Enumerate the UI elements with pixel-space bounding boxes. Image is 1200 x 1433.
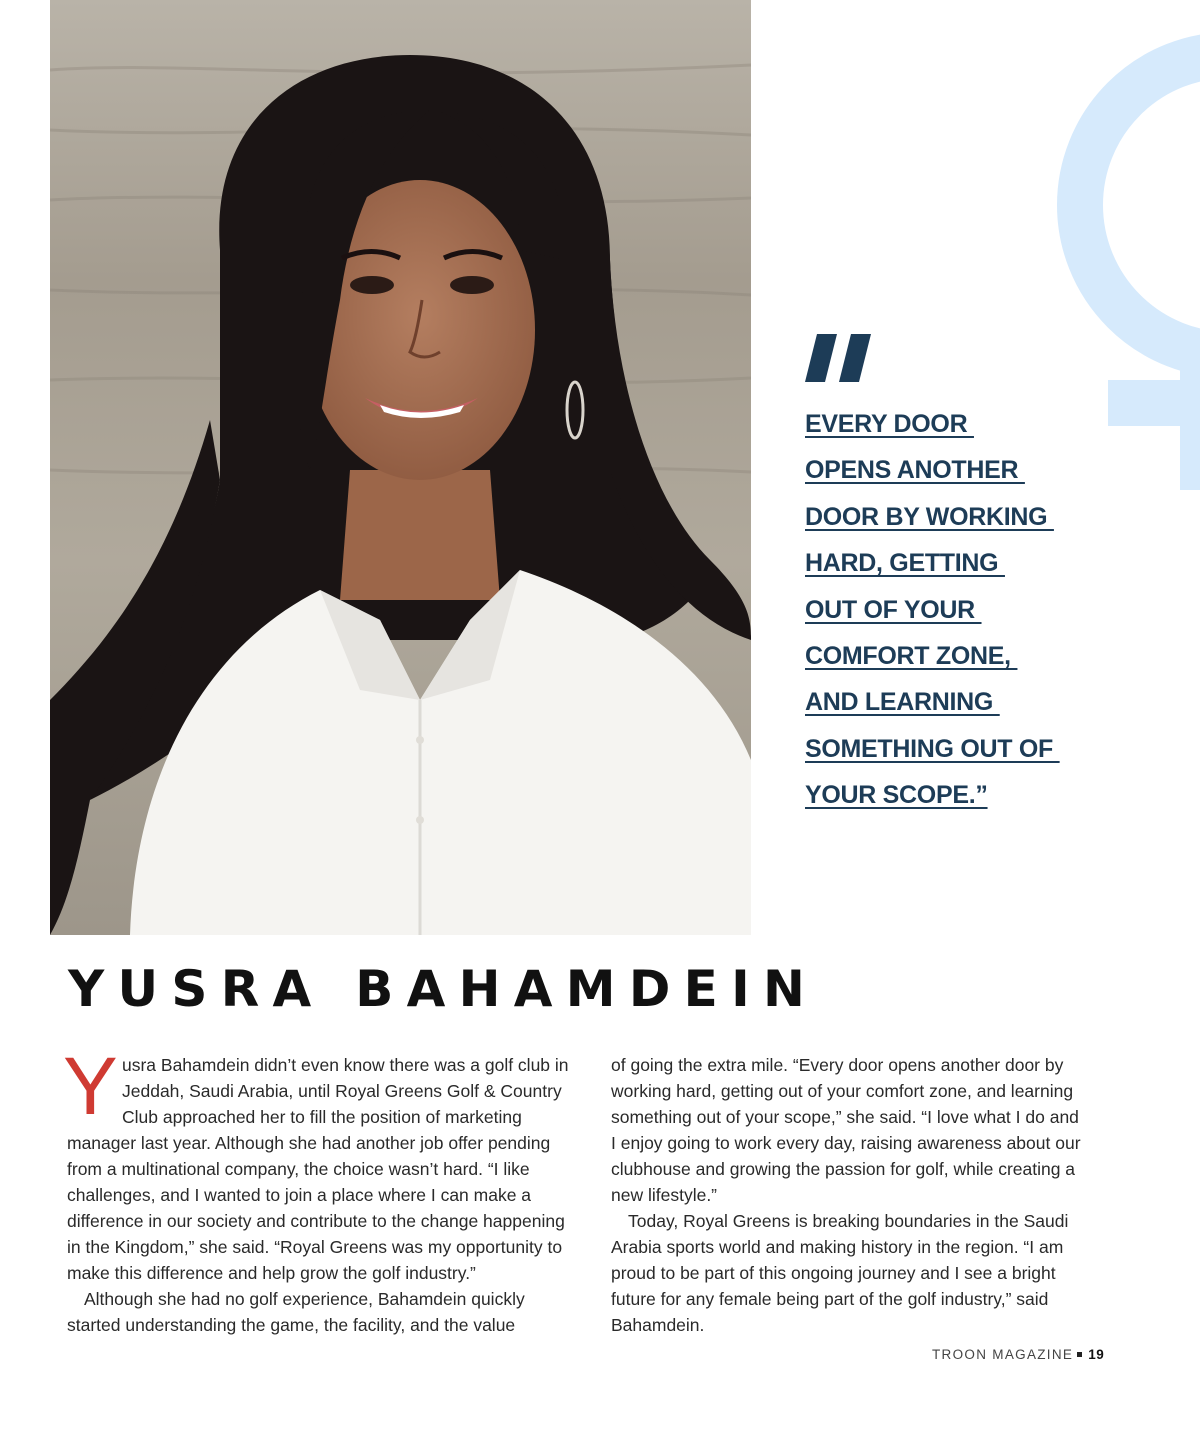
body-line: something out of your scope,” she said. “I love what I do and	[611, 1107, 1079, 1127]
body-line: proud to be part of this ongoing journey and I see a bright	[611, 1263, 1056, 1283]
body-line: of going the extra mile. “Every door opens another door by	[611, 1055, 1064, 1075]
body-line: Club approached her to fill the position of marketing	[122, 1107, 522, 1127]
body-line: from a multinational company, the choice wasn’t hard. “I like	[67, 1159, 530, 1179]
pull-quote-line: YOUR SCOPE.”	[805, 781, 988, 810]
pull-quote-line: HARD, GETTING	[805, 549, 1005, 578]
article-column-left	[67, 1052, 587, 1338]
pull-quote-line: OPENS ANOTHER	[805, 456, 1025, 485]
neck	[340, 470, 500, 600]
body-line: clubhouse and growing the passion for golf, while creating a	[611, 1159, 1076, 1179]
body-line: usra Bahamdein didn’t even know there was a golf club in	[122, 1055, 569, 1075]
pull-quote-line: EVERY DOOR	[805, 410, 974, 438]
body-line: started understanding the game, the facility, and the value	[67, 1315, 516, 1335]
article-title: YUSRA BAHAMDEIN	[68, 960, 819, 1018]
page-footer	[932, 1347, 1104, 1362]
quote-mark-icon	[803, 318, 875, 388]
body-line: new lifestyle.”	[611, 1185, 718, 1205]
pull-quote-line: SOMETHING OUT OF	[805, 734, 1060, 763]
body-line: working hard, getting out of your comfort zone, and learning	[611, 1081, 1074, 1101]
body-line: Arabia sports world and making history in the region. “I am	[611, 1237, 1064, 1257]
body-line: Jeddah, Saudi Arabia, until Royal Greens Golf & Country	[122, 1081, 562, 1101]
portrait-photo	[50, 0, 751, 935]
body-line: Bahamdein.	[611, 1315, 705, 1335]
pull-quote-line: AND LEARNING	[805, 688, 1000, 717]
body-line: I enjoy going to work every day, raising awareness about our	[611, 1133, 1081, 1153]
article-column-right	[611, 1052, 1131, 1338]
body-line: difference in our society and contribute to the change happening	[67, 1211, 565, 1231]
pull-quote-line: DOOR BY WORKING	[805, 502, 1054, 531]
body-line: future for any female being part of the golf industry,” said	[611, 1289, 1049, 1309]
body-line: Although she had no golf experience, Bahamdein quickly	[84, 1289, 525, 1309]
body-line: make this difference and help grow the golf industry.”	[67, 1263, 476, 1283]
pull-quote-line: COMFORT ZONE,	[805, 641, 1018, 670]
magazine-name: TROON MAGAZINE	[932, 1347, 1074, 1362]
portrait-illustration	[50, 0, 751, 935]
pull-quote	[805, 402, 1135, 820]
pull-quote-line: OUT OF YOUR	[805, 595, 982, 624]
body-line: Today, Royal Greens is breaking boundaries in the Saudi	[628, 1211, 1069, 1231]
body-line: manager last year. Although she had another job offer pending	[67, 1133, 551, 1153]
drop-cap: Y	[63, 1041, 118, 1132]
page-number: 19	[1088, 1347, 1105, 1362]
separator-square-icon	[1077, 1352, 1082, 1357]
body-line: in the Kingdom,” she said. “Royal Greens was my opportunity to	[67, 1237, 563, 1257]
body-line: challenges, and I wanted to join a place where I can make a	[67, 1185, 532, 1205]
